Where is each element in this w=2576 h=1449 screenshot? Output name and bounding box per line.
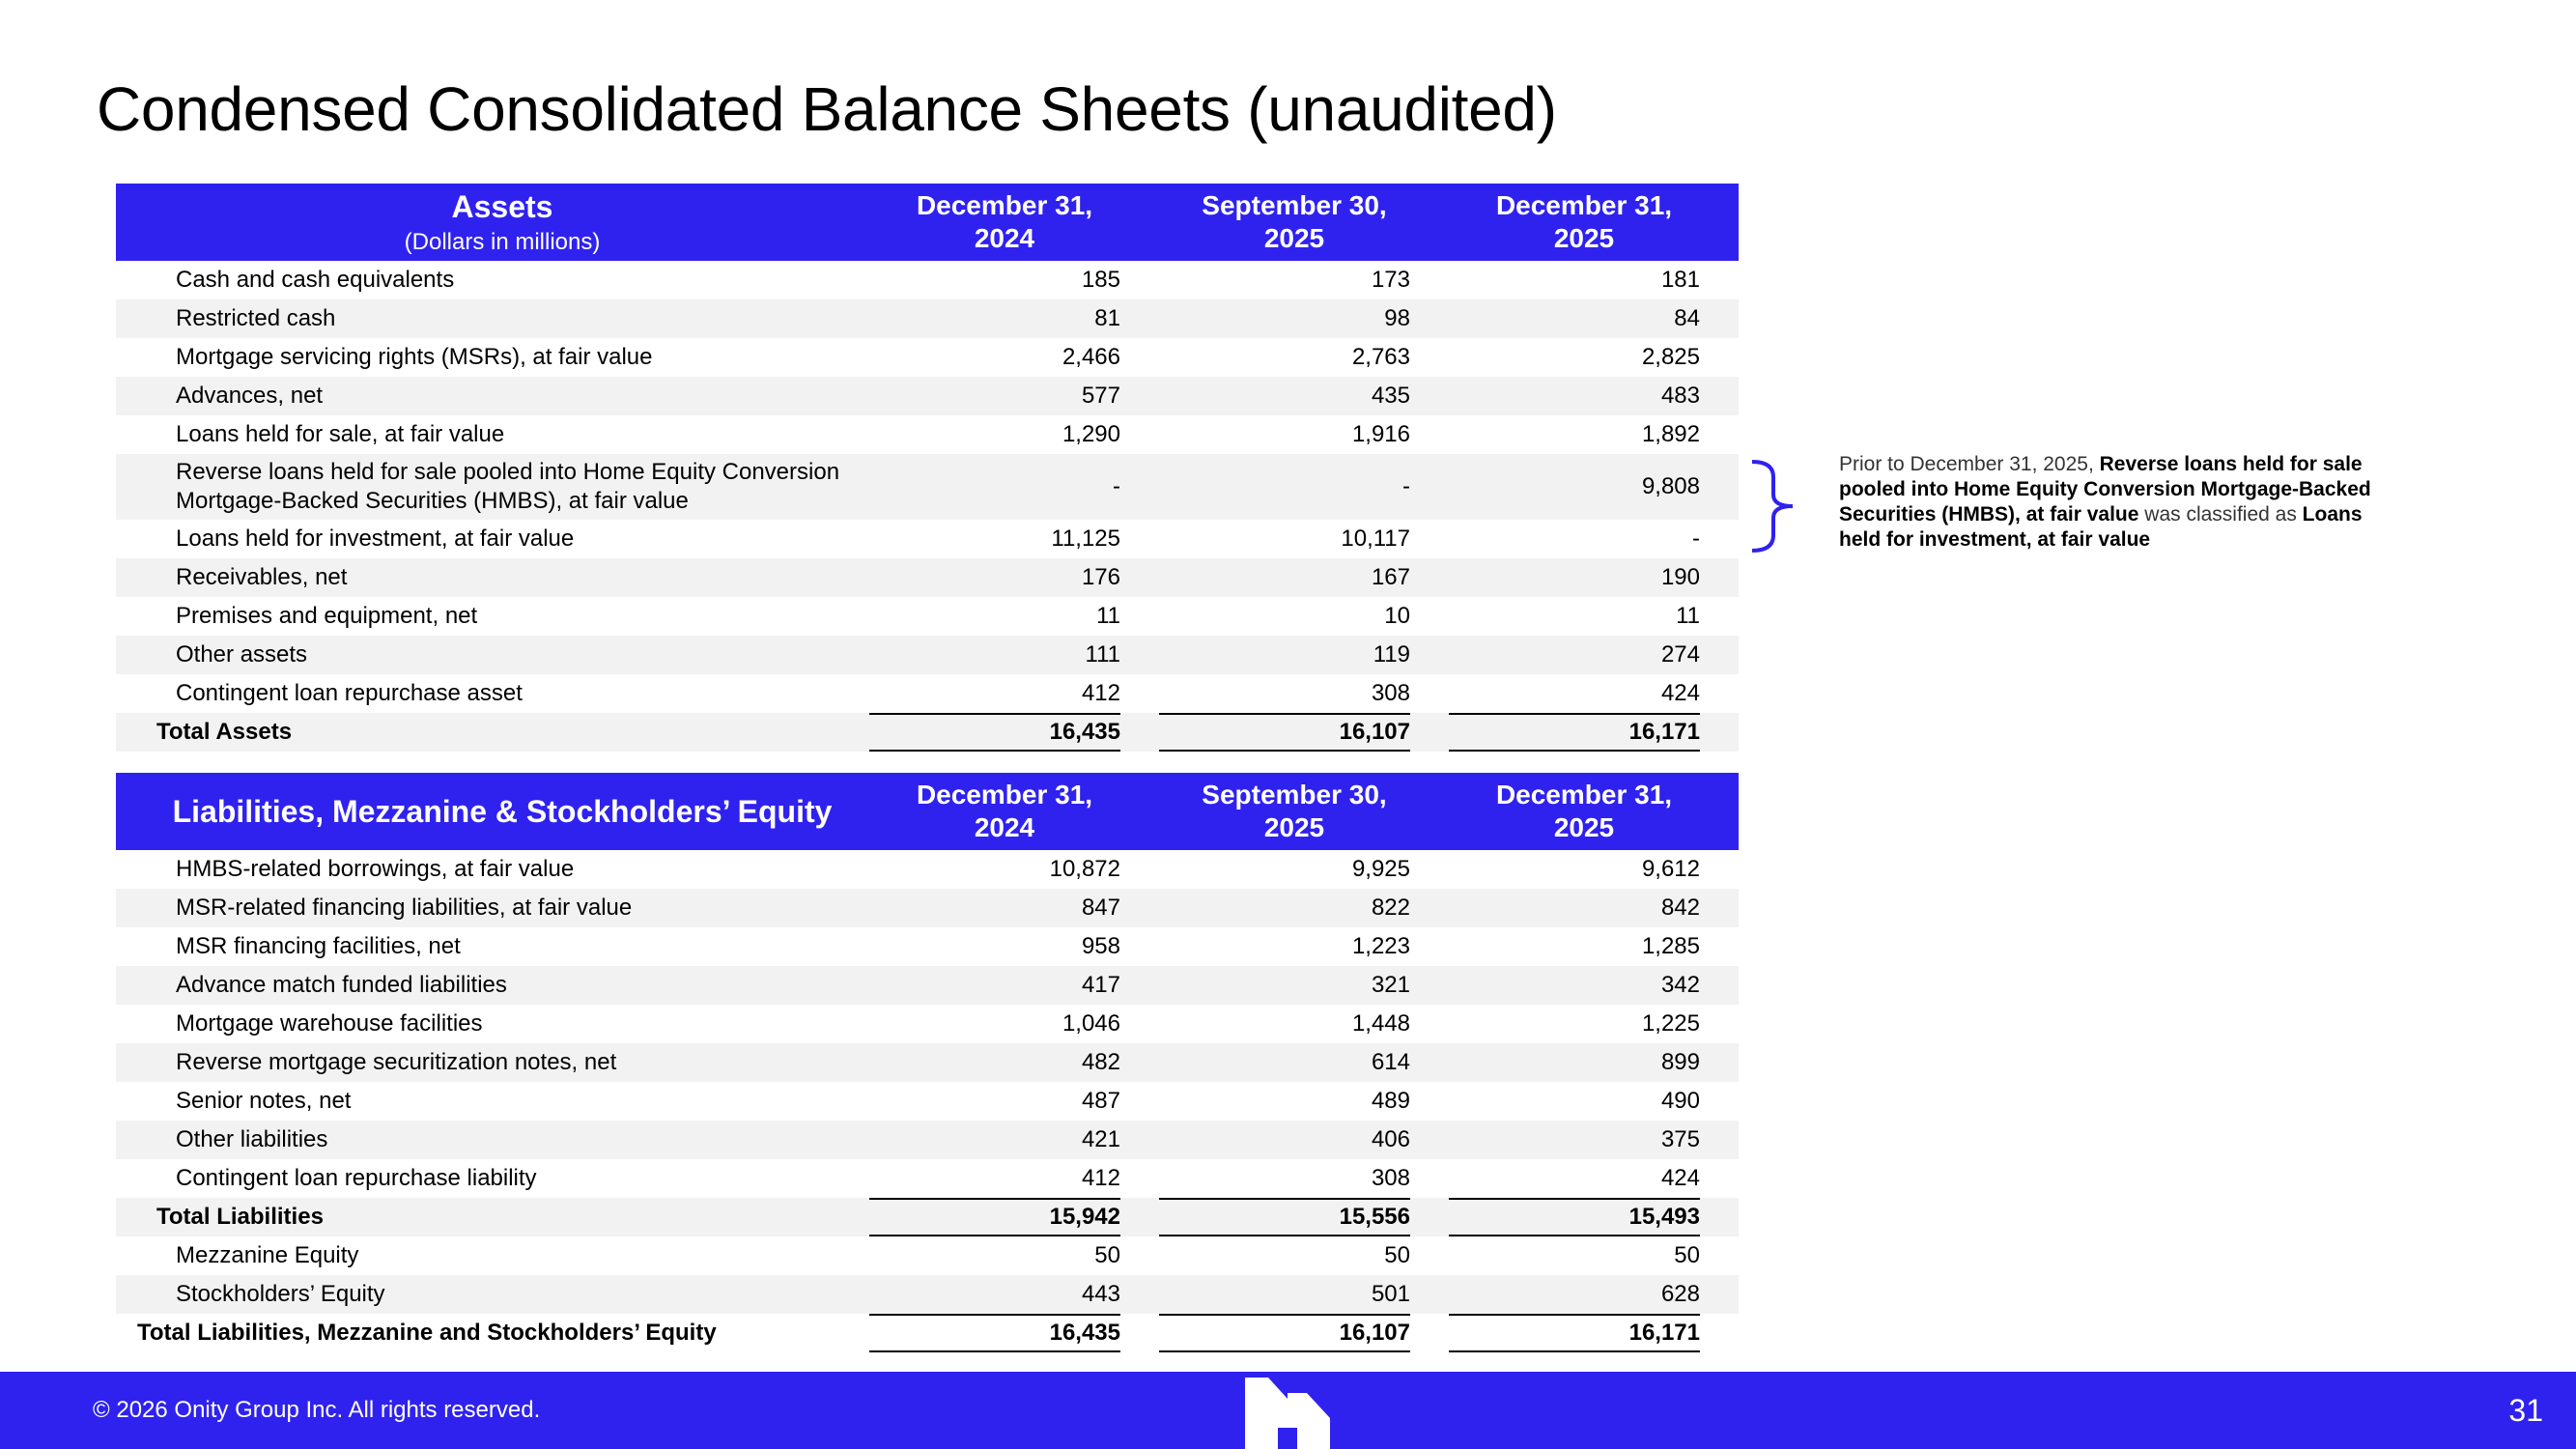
value-sep-2025: 406	[1371, 1126, 1410, 1152]
value-sep-2025: 1,448	[1351, 1010, 1410, 1037]
column-header-sep-2025: September 30, 2025	[1202, 190, 1387, 253]
assets-subtitle: (Dollars in millions)	[404, 228, 601, 255]
value-sep-2025: 1,223	[1351, 933, 1410, 959]
table-row	[116, 1082, 1739, 1121]
table-row	[116, 299, 1739, 338]
row-label: Contingent loan repurchase asset	[176, 680, 523, 706]
value-dec-2024: -	[1113, 473, 1120, 499]
value-sep-2025: 10	[1384, 603, 1410, 629]
value-dec-2024: 176	[1081, 564, 1120, 590]
value-dec-2024: 16,435	[869, 1314, 1140, 1352]
row-label: Mortgage warehouse facilities	[176, 1010, 483, 1037]
value-dec-2024: 11,125	[1051, 526, 1120, 552]
table-row	[116, 927, 1739, 966]
assets-title: Assets	[451, 188, 553, 224]
copyright-text: © 2026 Onity Group Inc. All rights reserved.	[93, 1397, 541, 1423]
column-header-dec-2025: December 31, 2025	[1495, 190, 1673, 253]
row-label: Loans held for investment, at fair value	[176, 526, 575, 552]
grand-total-row	[116, 1314, 1739, 1352]
table-row	[116, 415, 1739, 454]
value-dec-2024: 847	[1081, 895, 1120, 921]
row-label: Reverse loans held for sale pooled into Home Equity Conversion Mortgage-Backed Securities (HMBS), at fair value	[176, 459, 840, 514]
mezzanine-equity-row	[116, 1236, 1739, 1275]
value-dec-2024: 2,466	[1062, 344, 1120, 370]
value-sep-2025: 2,763	[1351, 344, 1410, 370]
table-row	[116, 1121, 1739, 1159]
row-label: Receivables, net	[176, 564, 348, 590]
table-row	[116, 520, 1739, 558]
value-dec-2025: 84	[1674, 305, 1700, 331]
value-dec-2024: 111	[1085, 641, 1120, 668]
column-header-dec-2024: December 31, 2024	[916, 780, 1093, 842]
column-header-dec-2024: December 31, 2024	[916, 190, 1093, 253]
table-row	[116, 377, 1739, 415]
value-dec-2025: 1,285	[1641, 933, 1700, 959]
value-dec-2025: 50	[1674, 1242, 1700, 1268]
value-sep-2025: 501	[1371, 1281, 1410, 1307]
page-number: 31	[2508, 1393, 2543, 1428]
value-dec-2025: 424	[1660, 680, 1700, 706]
value-sep-2025: 489	[1371, 1088, 1410, 1114]
value-dec-2024: 577	[1081, 383, 1120, 409]
value-sep-2025: 10,117	[1341, 526, 1410, 552]
value-dec-2024: 412	[1081, 1165, 1120, 1191]
value-sep-2025: 16,107	[1159, 1314, 1430, 1352]
value-dec-2024: 15,942	[869, 1198, 1140, 1236]
row-label: Other assets	[176, 641, 308, 668]
row-label: Senior notes, net	[176, 1088, 352, 1114]
value-dec-2025: 2,825	[1641, 344, 1700, 370]
value-dec-2025: 899	[1660, 1049, 1700, 1075]
value-dec-2025: 375	[1660, 1126, 1700, 1152]
value-dec-2025: 190	[1660, 564, 1700, 590]
value-dec-2024: 11	[1096, 603, 1120, 629]
column-header-dec-2025: December 31, 2025	[1495, 780, 1673, 842]
value-sep-2025: 167	[1371, 564, 1410, 590]
row-label: Advances, net	[176, 383, 324, 409]
value-sep-2025: 822	[1371, 895, 1410, 921]
value-dec-2025: 424	[1660, 1165, 1700, 1191]
value-sep-2025: 1,916	[1351, 421, 1410, 447]
stockholders-equity-row	[116, 1275, 1739, 1314]
table-row	[116, 636, 1739, 674]
liabilities-table	[116, 773, 1739, 1352]
row-label: MSR financing facilities, net	[176, 933, 461, 959]
value-sep-2025: -	[1402, 473, 1410, 499]
row-label: Restricted cash	[176, 305, 336, 331]
value-sep-2025: 435	[1371, 383, 1410, 409]
value-sep-2025: 50	[1384, 1242, 1410, 1268]
row-label: Contingent loan repurchase liability	[176, 1165, 537, 1191]
total-assets-row	[116, 713, 1739, 752]
right-brace-icon	[1748, 458, 1806, 554]
value-dec-2024: 16,435	[869, 713, 1140, 752]
value-dec-2025: 11	[1676, 603, 1700, 629]
assets-table	[116, 184, 1739, 752]
value-sep-2025: 98	[1384, 305, 1410, 331]
value-dec-2024: 421	[1081, 1126, 1120, 1152]
value-dec-2024: 482	[1081, 1049, 1120, 1075]
table-row	[116, 889, 1739, 927]
table-row	[116, 1159, 1739, 1198]
value-dec-2025: 1,892	[1641, 421, 1700, 447]
row-label: Stockholders’ Equity	[176, 1281, 385, 1307]
row-label: Mortgage servicing rights (MSRs), at fair value	[176, 344, 653, 370]
table-row	[116, 966, 1739, 1005]
footer-bar	[0, 1372, 2576, 1449]
row-label: Advance match funded liabilities	[176, 972, 507, 998]
value-dec-2025: 274	[1660, 641, 1700, 668]
table-row	[116, 674, 1739, 713]
value-dec-2024: 185	[1081, 267, 1120, 293]
value-dec-2025: 9,612	[1641, 856, 1700, 882]
row-label: Cash and cash equivalents	[176, 267, 455, 293]
value-dec-2024: 443	[1081, 1281, 1120, 1307]
page-title: Condensed Consolidated Balance Sheets (unaudited)	[97, 74, 1557, 144]
row-label: Premises and equipment, net	[176, 603, 478, 629]
value-sep-2025: 9,925	[1351, 856, 1410, 882]
value-dec-2024: 81	[1094, 305, 1120, 331]
table-row	[116, 1005, 1739, 1043]
row-label: Loans held for sale, at fair value	[176, 421, 505, 447]
liabilities-header	[116, 773, 1739, 850]
value-dec-2024: 958	[1081, 933, 1120, 959]
value-dec-2024: 50	[1094, 1242, 1120, 1268]
value-sep-2025: 16,107	[1159, 713, 1430, 752]
table-row	[116, 850, 1739, 889]
value-dec-2025: 9,808	[1641, 473, 1700, 499]
value-dec-2024: 10,872	[1049, 856, 1120, 882]
value-sep-2025: 308	[1371, 680, 1410, 706]
value-dec-2024: 412	[1081, 680, 1120, 706]
value-sep-2025: 321	[1371, 972, 1410, 998]
value-dec-2024: 1,290	[1062, 421, 1120, 447]
value-sep-2025: 173	[1371, 267, 1410, 293]
table-row	[116, 597, 1739, 636]
assets-title-cell	[116, 184, 889, 261]
value-dec-2025: 15,493	[1449, 1198, 1719, 1236]
row-label: Mezzanine Equity	[176, 1242, 359, 1268]
liabilities-title-cell	[116, 773, 889, 850]
value-dec-2024: 1,046	[1062, 1010, 1120, 1037]
value-sep-2025: 15,556	[1159, 1198, 1430, 1236]
value-dec-2025: 490	[1660, 1088, 1700, 1114]
reclassification-note: Prior to December 31, 2025, Reverse loans held for sale pooled into Home Equity Conversion Mortgage-Backed Securities (HMBS), at fair value was classified as Loans held for investment, at fair value	[1839, 453, 2371, 551]
value-dec-2025: 483	[1660, 383, 1700, 409]
table-row	[116, 338, 1739, 377]
value-dec-2025: 16,171	[1449, 713, 1719, 752]
value-dec-2025: 342	[1660, 972, 1700, 998]
value-dec-2024: 487	[1081, 1088, 1120, 1114]
value-dec-2025: 1,225	[1641, 1010, 1700, 1037]
row-label: Reverse mortgage securitization notes, net	[176, 1049, 617, 1075]
table-row	[116, 1043, 1739, 1082]
row-label: Total Liabilities	[156, 1204, 324, 1230]
value-dec-2025: 628	[1660, 1281, 1700, 1307]
row-label: Total Assets	[156, 719, 293, 745]
row-label: MSR-related financing liabilities, at fair value	[176, 895, 633, 921]
total-liabilities-row	[116, 1198, 1739, 1236]
value-dec-2025: 842	[1660, 895, 1700, 921]
value-dec-2025: 16,171	[1449, 1314, 1719, 1352]
value-dec-2025: -	[1692, 526, 1700, 552]
value-dec-2025: 181	[1660, 267, 1700, 293]
value-dec-2024: 417	[1081, 972, 1120, 998]
value-sep-2025: 119	[1373, 641, 1410, 668]
row-label: Other liabilities	[176, 1126, 328, 1152]
liabilities-title: Liabilities, Mezzanine & Stockholders’ Equity	[172, 793, 833, 829]
row-label: HMBS-related borrowings, at fair value	[176, 856, 575, 882]
row-label: Total Liabilities, Mezzanine and Stockholders’ Equity	[137, 1320, 717, 1346]
value-sep-2025: 614	[1371, 1049, 1410, 1075]
table-row	[116, 261, 1739, 299]
table-row	[116, 454, 1739, 520]
table-row	[116, 558, 1739, 597]
column-header-sep-2025: September 30, 2025	[1202, 780, 1387, 842]
assets-header	[116, 184, 1739, 261]
company-logo-icon	[1239, 1372, 1336, 1449]
value-sep-2025: 308	[1371, 1165, 1410, 1191]
